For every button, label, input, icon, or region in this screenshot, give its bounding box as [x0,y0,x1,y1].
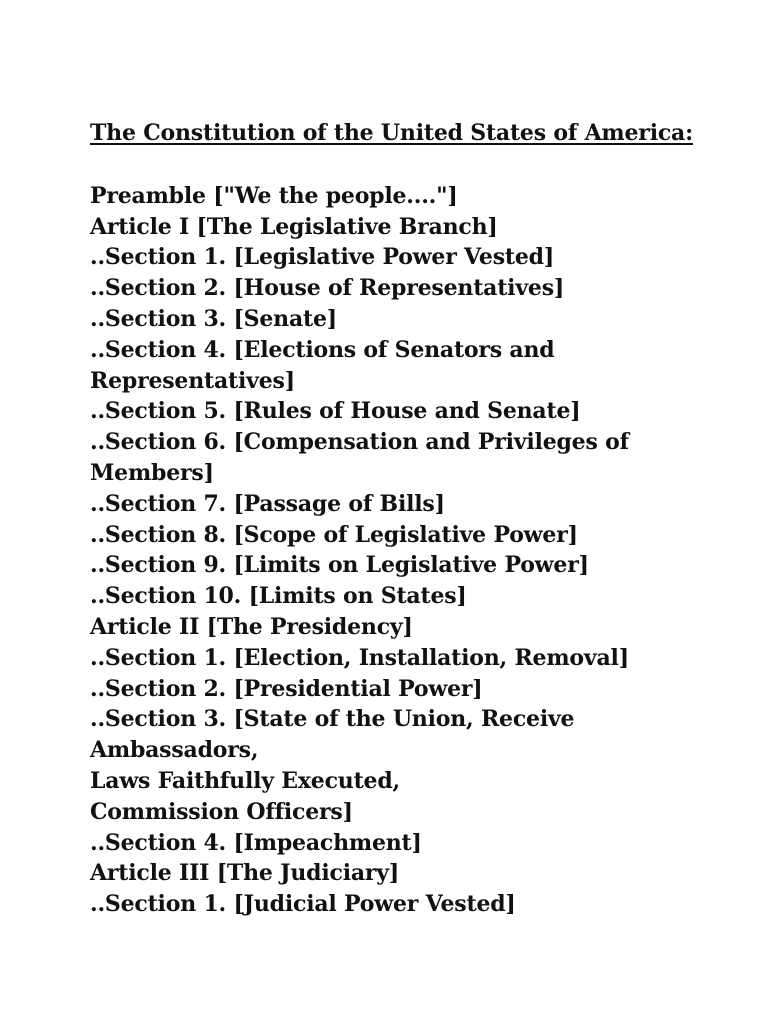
table-of-contents [90,181,750,920]
toc-article-1-section-5: ..Section 5. [Rules of House and Senate] [90,398,581,425]
toc-article-3: Article III [The Judiciary] [90,860,400,887]
toc-article-2-section-2: ..Section 2. [Presidential Power] [90,675,483,702]
toc-article-1-section-7: ..Section 7. [Passage of Bills] [90,490,445,517]
toc-article-1-section-3: ..Section 3. [Senate] [90,305,337,332]
toc-article-2-section-3-cont-1: Laws Faithfully Executed, [90,767,400,794]
toc-article-2-section-4: ..Section 4. [Impeachment] [90,829,422,856]
toc-article-1-section-10: ..Section 10. [Limits on States] [90,583,467,610]
toc-article-1-section-2: ..Section 2. [House of Representatives] [90,275,565,302]
toc-article-1-section-6-cont: Members] [90,459,214,486]
toc-article-1-section-6: ..Section 6. [Compensation and Privileges of [90,429,629,456]
document-title: The Constitution of the United States of America: [90,120,694,146]
document-page [90,118,750,920]
toc-article-2-section-1: ..Section 1. [Election, Installation, Removal] [90,644,629,671]
toc-article-3-section-1: ..Section 1. [Judicial Power Vested] [90,891,516,918]
toc-article-1-section-4-cont: Representatives] [90,367,295,394]
toc-article-1-section-8: ..Section 8. [Scope of Legislative Power] [90,521,578,548]
toc-article-1: Article I [The Legislative Branch] [90,213,498,240]
toc-article-1-section-4: ..Section 4. [Elections of Senators and [90,336,555,363]
toc-preamble: Preamble ["We the people...."] [90,182,458,209]
toc-article-1-section-9: ..Section 9. [Limits on Legislative Power] [90,552,589,579]
toc-article-1-section-1: ..Section 1. [Legislative Power Vested] [90,244,555,271]
toc-article-2-section-3: ..Section 3. [State of the Union, Receive Ambassadors, [90,706,575,764]
toc-article-2: Article II [The Presidency] [90,613,413,640]
toc-article-2-section-3-cont-2: Commission Officers] [90,798,353,825]
